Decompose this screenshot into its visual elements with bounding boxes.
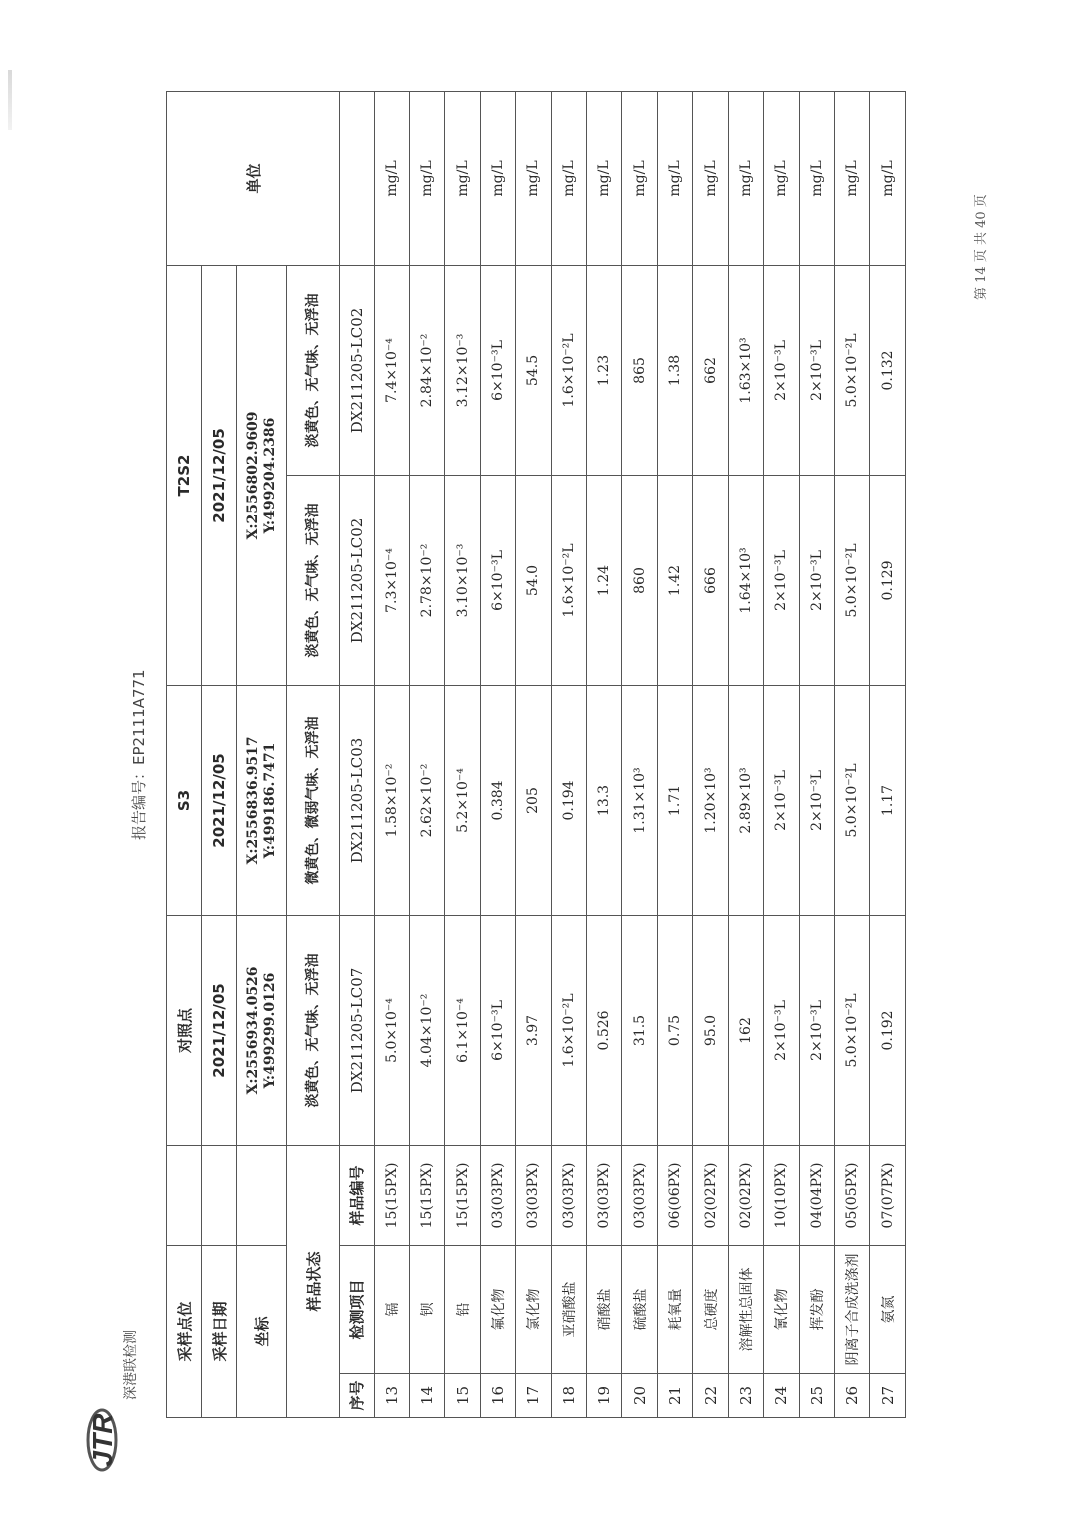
item-cell: 钡 [409, 1245, 444, 1373]
value-cell: 4.04×10⁻² [409, 915, 444, 1145]
value-cell: 1.24 [587, 475, 622, 685]
code-cell: 15(15PX) [409, 1145, 444, 1245]
site-date-3: 2021/12/05 [202, 265, 236, 685]
header-row-site [167, 91, 202, 1417]
value-cell: 2.84×10⁻² [409, 265, 444, 475]
site-date-2: 2021/12/05 [202, 685, 236, 915]
unit-cell: mg/L [728, 91, 763, 265]
unit-cell: mg/L [551, 91, 586, 265]
unit-cell: mg/L [657, 91, 692, 265]
value-cell: 2×10⁻³L [799, 915, 834, 1145]
coord-y: Y:499204.2386 [261, 417, 278, 534]
code-cell: 15(15PX) [445, 1145, 480, 1245]
value-cell: 6×10⁻³L [480, 915, 515, 1145]
value-cell: 3.97 [516, 915, 551, 1145]
value-cell: 7.4×10⁻⁴ [374, 265, 409, 475]
seq-cell: 20 [622, 1374, 657, 1418]
seq-cell: 24 [764, 1374, 799, 1418]
item-cell: 氟化物 [480, 1245, 515, 1373]
value-cell: 1.63×10³ [728, 265, 763, 475]
item-cell: 耗氧量 [657, 1245, 692, 1373]
company-logo [66, 1405, 136, 1475]
code-cell: 05(05PX) [835, 1145, 870, 1245]
site-label: 采样点位 [167, 1245, 202, 1417]
unit-cell: mg/L [799, 91, 834, 265]
value-cell: 1.58×10⁻² [374, 685, 409, 915]
value-cell: 2.78×10⁻² [409, 475, 444, 685]
page-number: 第 14 页 共 40 页 [974, 194, 989, 300]
item-cell: 总硬度 [693, 1245, 728, 1373]
value-cell: 662 [693, 265, 728, 475]
seq-cell: 26 [835, 1374, 870, 1418]
scan-edge [8, 70, 12, 130]
unit-cell: mg/L [480, 91, 515, 265]
seq-cell: 16 [480, 1374, 515, 1418]
code-cell: 10(10PX) [764, 1145, 799, 1245]
seq-cell: 15 [445, 1374, 480, 1418]
item-cell: 挥发酚 [799, 1245, 834, 1373]
code-cell: 07(07PX) [870, 1145, 906, 1245]
code-cell: 02(02PX) [693, 1145, 728, 1245]
value-cell: 1.6×10⁻²L [551, 475, 586, 685]
value-cell: 860 [622, 475, 657, 685]
seq-cell: 14 [409, 1374, 444, 1418]
unit-cell: mg/L [693, 91, 728, 265]
sample-code-header: 样品编号 [340, 1145, 374, 1245]
table-row [728, 91, 763, 1417]
value-cell: 666 [693, 475, 728, 685]
seq-cell: 22 [693, 1374, 728, 1418]
seq-cell: 19 [587, 1374, 622, 1418]
table-row [409, 91, 444, 1417]
value-cell: 5.0×10⁻⁴ [374, 915, 409, 1145]
site-name-2: S3 [167, 685, 202, 915]
item-cell: 硫酸盐 [622, 1245, 657, 1373]
sample-id-3a: DX211205-LC02 [340, 475, 374, 685]
coord-x: X:2556802.9609 [244, 411, 261, 540]
code-cell: 04(04PX) [799, 1145, 834, 1245]
value-cell: 5.0×10⁻²L [835, 685, 870, 915]
value-cell: 0.384 [480, 685, 515, 915]
value-cell: 6.1×10⁻⁴ [445, 915, 480, 1145]
value-cell: 865 [622, 265, 657, 475]
value-cell: 3.10×10⁻³ [445, 475, 480, 685]
results-table [166, 91, 906, 1418]
seq-cell: 25 [799, 1374, 834, 1418]
site-name-3: T2S2 [167, 265, 202, 685]
value-cell: 1.31×10³ [622, 685, 657, 915]
unit-cell: mg/L [870, 91, 906, 265]
seq-cell: 21 [657, 1374, 692, 1418]
value-cell: 0.194 [551, 685, 586, 915]
code-cell: 03(03PX) [551, 1145, 586, 1245]
table-row [693, 91, 728, 1417]
value-cell: 54.5 [516, 265, 551, 475]
value-cell: 5.0×10⁻²L [835, 475, 870, 685]
value-cell: 5.0×10⁻²L [835, 265, 870, 475]
table-row [374, 91, 409, 1417]
unit-cell: mg/L [374, 91, 409, 265]
site-state-2: 微黄色、微弱气味、无浮油 [287, 685, 340, 915]
site-date-1: 2021/12/05 [202, 915, 236, 1145]
code-cell: 03(03PX) [587, 1145, 622, 1245]
value-cell: 1.6×10⁻²L [551, 915, 586, 1145]
value-cell: 95.0 [693, 915, 728, 1145]
value-cell: 1.6×10⁻²L [551, 265, 586, 475]
code-cell: 03(03PX) [480, 1145, 515, 1245]
value-cell: 1.20×10³ [693, 685, 728, 915]
value-cell: 0.526 [587, 915, 622, 1145]
site-coord-2 [236, 685, 287, 915]
value-cell: 2×10⁻³L [764, 685, 799, 915]
code-cell: 03(03PX) [516, 1145, 551, 1245]
unit-cell: mg/L [835, 91, 870, 265]
value-cell: 2×10⁻³L [799, 265, 834, 475]
date-label: 采样日期 [202, 1245, 236, 1417]
logo-text: JTR [87, 1413, 118, 1467]
seq-cell: 17 [516, 1374, 551, 1418]
table-row [870, 91, 906, 1417]
value-cell: 6×10⁻³L [480, 265, 515, 475]
value-cell: 1.23 [587, 265, 622, 475]
unit-cell: mg/L [409, 91, 444, 265]
value-cell: 2×10⁻³L [764, 915, 799, 1145]
value-cell: 2×10⁻³L [799, 685, 834, 915]
header-row-coord [236, 91, 287, 1417]
value-cell: 2.62×10⁻² [409, 685, 444, 915]
item-cell: 亚硝酸盐 [551, 1245, 586, 1373]
code-cell: 06(06PX) [657, 1145, 692, 1245]
table-row [480, 91, 515, 1417]
header-row-date [202, 91, 236, 1417]
site-state-3b: 淡黄色、无气味、无浮油 [287, 265, 340, 475]
seq-cell: 23 [728, 1374, 763, 1418]
value-cell: 0.129 [870, 475, 906, 685]
coord-x: X:2556836.9517 [244, 736, 261, 865]
sample-id-2: DX211205-LC03 [340, 685, 374, 915]
value-cell: 31.5 [622, 915, 657, 1145]
item-cell: 溶解性总固体 [728, 1245, 763, 1373]
item-header: 检测项目 [340, 1245, 374, 1373]
unit-header: 单位 [167, 91, 340, 265]
value-cell: 2×10⁻³L [799, 475, 834, 685]
value-cell: 13.3 [587, 685, 622, 915]
value-cell: 2×10⁻³L [764, 265, 799, 475]
value-cell: 5.2×10⁻⁴ [445, 685, 480, 915]
seq-cell: 13 [374, 1374, 409, 1418]
table-row [551, 91, 586, 1417]
results-table-wrapper [166, 92, 906, 1418]
value-cell: 0.132 [870, 265, 906, 475]
item-cell: 硝酸盐 [587, 1245, 622, 1373]
header-row-columns [340, 91, 374, 1417]
coord-y: Y:499186.7471 [261, 742, 278, 859]
coord-y: Y:499299.0126 [261, 972, 278, 1089]
value-cell: 2.89×10³ [728, 685, 763, 915]
unit-cell: mg/L [516, 91, 551, 265]
unit-cell: mg/L [445, 91, 480, 265]
value-cell: 162 [728, 915, 763, 1145]
table-row [764, 91, 799, 1417]
site-coord-3 [236, 265, 287, 685]
value-cell: 1.38 [657, 265, 692, 475]
value-cell: 0.192 [870, 915, 906, 1145]
report-number: 报告编号：EP2111A771 [130, 669, 148, 840]
value-cell: 54.0 [516, 475, 551, 685]
coord-x: X:2556934.0526 [244, 966, 261, 1095]
code-cell: 02(02PX) [728, 1145, 763, 1245]
value-cell: 1.17 [870, 685, 906, 915]
value-cell: 1.71 [657, 685, 692, 915]
table-row [622, 91, 657, 1417]
seq-cell: 27 [870, 1374, 906, 1418]
unit-cell: mg/L [587, 91, 622, 265]
value-cell: 2×10⁻³L [764, 475, 799, 685]
coord-label: 坐标 [236, 1245, 287, 1417]
item-cell: 铅 [445, 1245, 480, 1373]
table-row [587, 91, 622, 1417]
value-cell: 3.12×10⁻³ [445, 265, 480, 475]
table-body [374, 91, 905, 1417]
sample-id-3b: DX211205-LC02 [340, 265, 374, 475]
table-row [657, 91, 692, 1417]
site-coord-1 [236, 915, 287, 1145]
value-cell: 0.75 [657, 915, 692, 1145]
header-row-state [287, 91, 340, 1417]
item-cell: 氯化物 [516, 1245, 551, 1373]
seq-header: 序号 [340, 1374, 374, 1418]
value-cell: 205 [516, 685, 551, 915]
company-name: 深港联检测 [123, 1330, 139, 1400]
value-cell: 1.42 [657, 475, 692, 685]
value-cell: 5.0×10⁻²L [835, 915, 870, 1145]
seq-cell: 18 [551, 1374, 586, 1418]
item-cell: 镉 [374, 1245, 409, 1373]
site-state-1: 淡黄色、无气味、无浮油 [287, 915, 340, 1145]
site-name-1: 对照点 [167, 915, 202, 1145]
value-cell: 7.3×10⁻⁴ [374, 475, 409, 685]
code-cell: 03(03PX) [622, 1145, 657, 1245]
unit-cell: mg/L [622, 91, 657, 265]
item-cell: 阴离子合成洗涤剂 [835, 1245, 870, 1373]
table-row [516, 91, 551, 1417]
table-row [835, 91, 870, 1417]
item-cell: 氨氮 [870, 1245, 906, 1373]
sample-id-1: DX211205-LC07 [340, 915, 374, 1145]
table-row [445, 91, 480, 1417]
site-state-3a: 淡黄色、无气味、无浮油 [287, 475, 340, 685]
value-cell: 1.64×10³ [728, 475, 763, 685]
item-cell: 氰化物 [764, 1245, 799, 1373]
unit-cell: mg/L [764, 91, 799, 265]
value-cell: 6×10⁻³L [480, 475, 515, 685]
code-cell: 15(15PX) [374, 1145, 409, 1245]
table-row [799, 91, 834, 1417]
state-label: 样品状态 [287, 1145, 340, 1417]
